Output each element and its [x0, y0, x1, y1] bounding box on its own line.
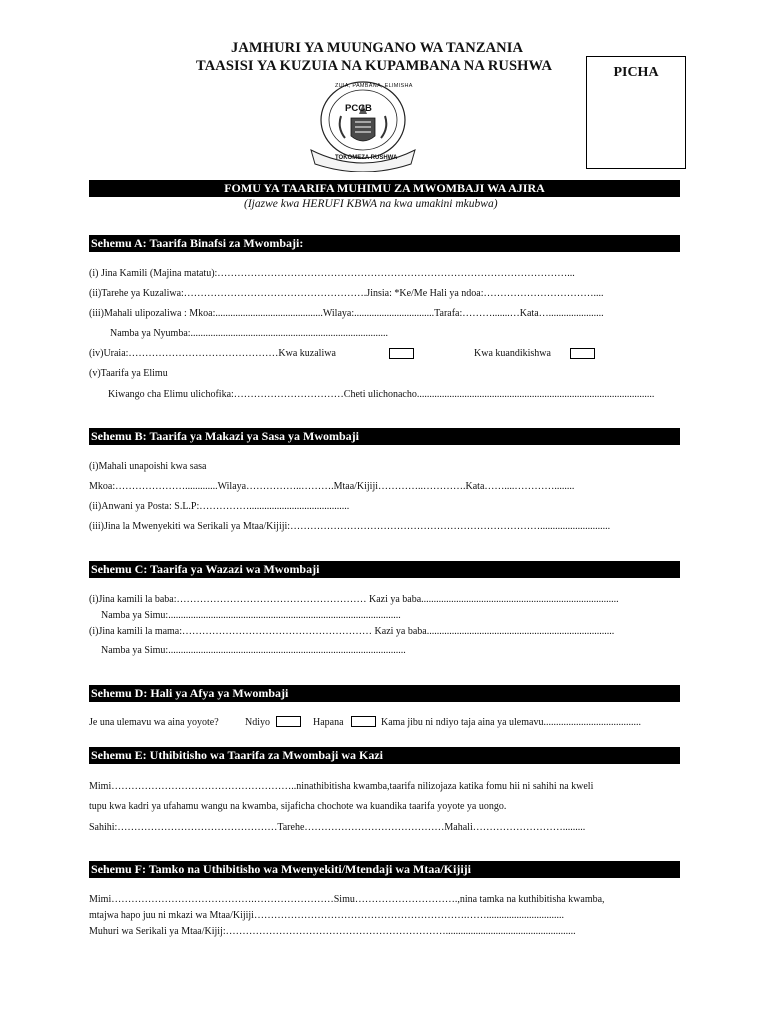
- declaration-name-field[interactable]: Mimi………………………………………………..ninathibitisha kwamba,taarifa nilizojaza katika fomu hii ni sahihi na kweli: [89, 781, 594, 792]
- form-title-bar: FOMU YA TAARIFA MUHIMU ZA MWOMBAJI WA AJIRA: [89, 180, 680, 197]
- logo-motto-bottom: TOKOMEZA RUSHWA: [335, 155, 398, 161]
- declaration-text: tupu kwa kadri ya ufahamu wangu na kwamba, sijaficha chochote wa kuandika taarifa yoyote ya uongo.: [89, 801, 507, 812]
- full-name-field[interactable]: (i) Jina Kamili (Majina matatu):……………………………………………………………………………………………...: [89, 268, 575, 279]
- header-line-2: TAASISI YA KUZUIA NA KUPAMBANA NA RUSHWA: [196, 58, 553, 74]
- official-name-phone-field[interactable]: Mimi…………………………………….……………………Simu………………………….,nina tamka na kuthibitisha kwamba,: [89, 894, 605, 905]
- photo-box: [586, 56, 686, 169]
- logo-org-text: PCCB: [345, 103, 372, 114]
- resident-village-field[interactable]: mtajwa hapo juu ni mkazi wa Mtaa/Kijiji……………………………………………………….……...............................: [89, 910, 564, 921]
- disability-no-checkbox[interactable]: [351, 716, 376, 727]
- birth-date-field[interactable]: (ii)Tarehe ya Kuzaliwa:……………………………………………….Jinsia: *Ke/Me Hali ya ndoa:……………………………....: [89, 288, 604, 299]
- section-a-heading: Sehemu A: Taarifa Binafsi za Mwombaji:: [89, 235, 680, 252]
- section-c-heading: Sehemu C: Taarifa ya Wazazi wa Mwombaji: [89, 561, 680, 578]
- pccb-logo: [305, 80, 421, 172]
- disability-type-field[interactable]: Kama jibu ni ndiyo taja aina ya ulemavu.......................................: [381, 717, 641, 728]
- residence-label: (i)Mahali unapoishi kwa sasa: [89, 461, 207, 472]
- citizenship-by-registration-checkbox[interactable]: [570, 348, 595, 359]
- father-phone-field[interactable]: Namba ya Simu:.............................................................................................: [101, 610, 401, 621]
- logo-motto-top: ZUIA, PAMBANA, ELIMISHA: [335, 83, 413, 89]
- form-subtitle: (Ijazwe kwa HERUFI KBWA na kwa umakini mkubwa): [244, 198, 498, 210]
- photo-label: PICHA: [613, 65, 659, 80]
- residence-field[interactable]: Mkoa:………………….............Wilaya……………..……….Mtaa/Kijiji…………..………….Kata……....…………........: [89, 481, 575, 492]
- education-label: (v)Taarifa ya Elimu: [89, 368, 168, 379]
- chairperson-name-field[interactable]: (iii)Jina la Mwenyekiti wa Serikali ya Mtaa/Kijiji:…………………………………………………………………............................: [89, 521, 611, 532]
- section-b-heading: Sehemu B: Taarifa ya Makazi ya Sasa ya Mwombaji: [89, 428, 680, 445]
- section-f-heading: Sehemu F: Tamko na Uthibitisho wa Mwenyekiti/Mtendaji wa Mtaa/Kijiji: [89, 861, 680, 878]
- disability-yes-label: Ndiyo: [245, 717, 270, 728]
- section-d-heading: Sehemu D: Hali ya Afya ya Mwombaji: [89, 685, 680, 702]
- father-name-field[interactable]: (i)Jina kamili la baba:………………………………………………… Kazi ya baba...............................................................................: [89, 594, 619, 605]
- government-stamp-field[interactable]: Muhuri wa Serikali ya Mtaa/Kijij:…………………………………………………………....................................................: [89, 926, 576, 937]
- postal-address-field[interactable]: (ii)Anwani ya Posta: S.L.P:……………........................................: [89, 501, 350, 512]
- disability-question: Je una ulemavu wa aina yoyote?: [89, 717, 219, 728]
- birthplace-field[interactable]: (iii)Mahali ulipozaliwa : Mkoa:...........................................Wilaya:................................Tarafa:……….......…Kata…......................: [89, 308, 604, 319]
- header-line-1: JAMHURI YA MUUNGANO WA TANZANIA: [231, 40, 524, 56]
- mother-phone-field[interactable]: Namba ya Simu:...............................................................................................: [101, 645, 406, 656]
- disability-yes-checkbox[interactable]: [276, 716, 301, 727]
- signature-date-place-field[interactable]: Sahihi:…………………………………………Tarehe……………………………………Mahali……………………….........: [89, 822, 586, 833]
- citizenship-by-birth-checkbox[interactable]: [389, 348, 414, 359]
- house-number-field[interactable]: Namba ya Nyumba:...............................................................................: [110, 328, 389, 339]
- education-level-field[interactable]: Kiwango cha Elimu ulichofika:……………………………Cheti ulichonacho...............................................................................................: [108, 389, 655, 400]
- citizenship-field[interactable]: (iv)Uraia:………………………………………Kwa kuzaliwa: [89, 348, 336, 359]
- citizenship-registration-label: Kwa kuandikishwa: [474, 348, 551, 359]
- disability-no-label: Hapana: [313, 717, 344, 728]
- section-e-heading: Sehemu E: Uthibitisho wa Taarifa za Mwombaji wa Kazi: [89, 747, 680, 764]
- mother-name-field[interactable]: (i)Jina kamili la mama:………………………………………………… Kazi ya baba...........................................................................: [89, 626, 615, 637]
